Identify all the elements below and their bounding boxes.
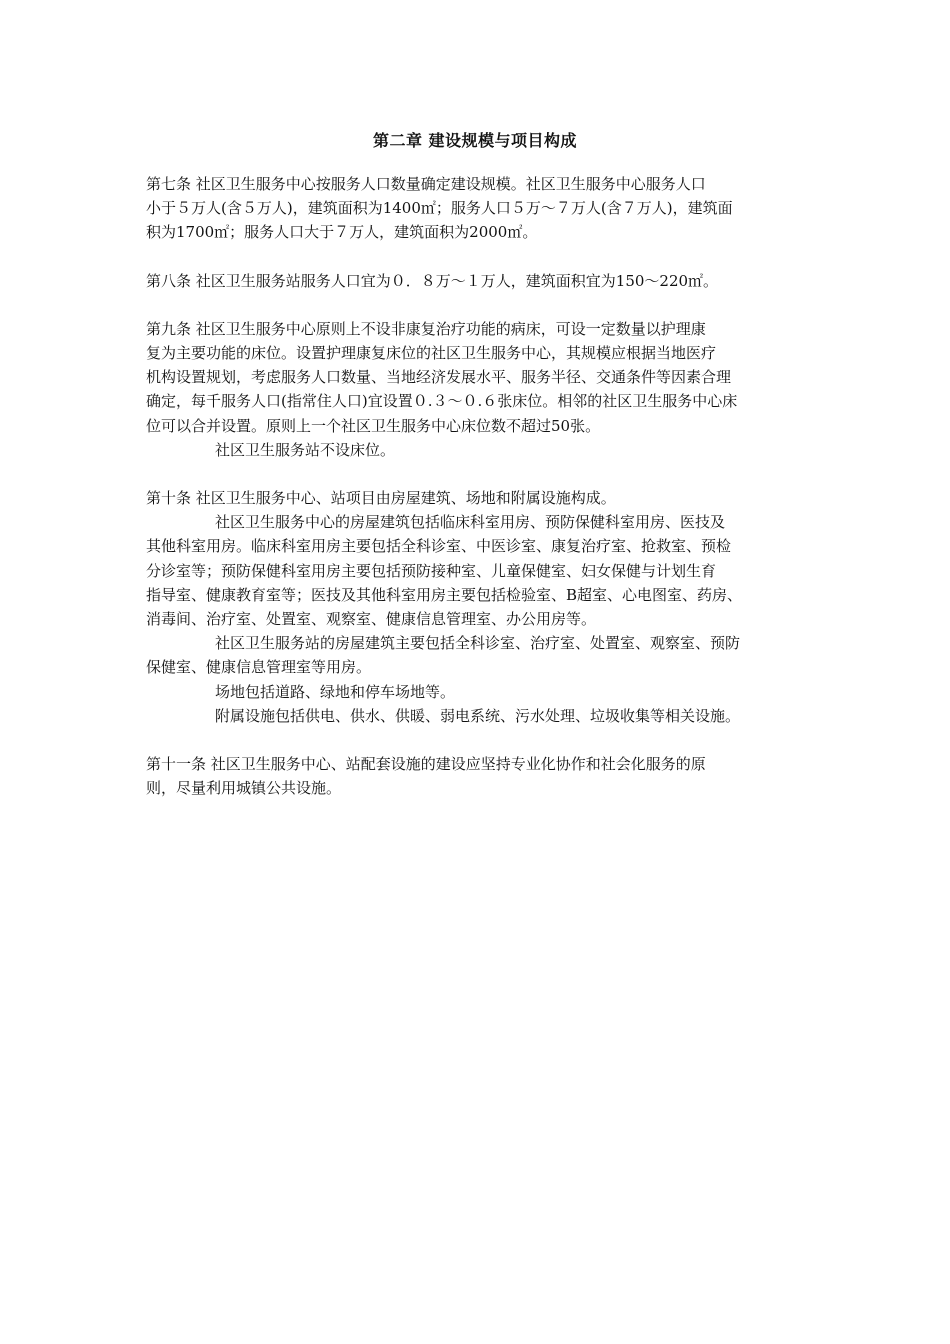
text-line: 消毒间、治疗室、处置室、观察室、健康信息管理室、办公用房等。	[146, 610, 597, 629]
text-line: 位可以合并设置。原则上一个社区卫生服务中心床位数不超过50张。	[146, 416, 601, 435]
text-line: 附属设施包括供电、供水、供暖、弱电系统、污水处理、垃圾收集等相关设施。	[215, 706, 741, 725]
text-line: 确定，每千服务人口(指常住人口)宜设置０.３～０.６张床位。相邻的社区卫生服务中心床	[146, 392, 738, 411]
chapter-title: 第二章 建设规模与项目构成	[372, 131, 578, 150]
article-paragraph	[146, 269, 810, 293]
article-paragraph	[146, 752, 810, 800]
text-line: 第十条 社区卫生服务中心、站项目由房屋建筑、场地和附属设施构成。	[146, 489, 616, 508]
text-line: 社区卫生服务中心的房屋建筑包括临床科室用房、预防保健科室用房、医技及	[215, 513, 726, 532]
text-line: 机构设置规划，考虑服务人口数量、当地经济发展水平、服务半径、交通条件等因素合理	[146, 368, 732, 387]
text-line: 第八条 社区卫生服务站服务人口宜为０．８万～１万人，建筑面积宜为150～220㎡。	[146, 271, 719, 290]
text-line: 指导室、健康教育室等；医技及其他科室用房主要包括检验室、B超室、心电图室、药房、	[146, 585, 743, 604]
text-line: 则，尽量利用城镇公共设施。	[146, 779, 342, 798]
document-body	[146, 172, 810, 800]
text-line: 第十一条 社区卫生服务中心、站配套设施的建设应坚持专业化协作和社会化服务的原	[146, 755, 706, 774]
text-line: 社区卫生服务站不设床位。	[215, 440, 396, 459]
article-paragraph	[146, 172, 810, 245]
text-line: 保健室、健康信息管理室等用房。	[146, 658, 372, 677]
article-paragraph	[146, 317, 810, 462]
text-line: 第七条 社区卫生服务中心按服务人口数量确定建设规模。社区卫生服务中心服务人口	[146, 175, 706, 193]
text-line: 场地包括道路、绿地和停车场地等。	[215, 682, 456, 701]
text-line: 小于５万人(含５万人)，建筑面积为1400㎡；服务人口５万～７万人(含７万人)，建筑面	[146, 199, 733, 218]
text-line: 社区卫生服务站的房屋建筑主要包括全科诊室、治疗室、处置室、观察室、预防	[215, 634, 741, 653]
article-paragraph	[146, 486, 810, 728]
text-line: 其他科室用房。临床科室用房主要包括全科诊室、中医诊室、康复治疗室、抢救室、预检	[146, 537, 732, 556]
text-line: 复为主要功能的床位。设置护理康复床位的社区卫生服务中心，其规模应根据当地医疗	[146, 344, 717, 363]
text-line: 积为1700㎡；服务人口大于７万人，建筑面积为2000㎡。	[146, 223, 538, 242]
text-line: 第九条 社区卫生服务中心原则上不设非康复治疗功能的病床，可设一定数量以护理康	[146, 319, 706, 338]
text-line: 分诊室等；预防保健科室用房主要包括预防接种室、儿童保健室、妇女保健与计划生育	[146, 561, 717, 580]
